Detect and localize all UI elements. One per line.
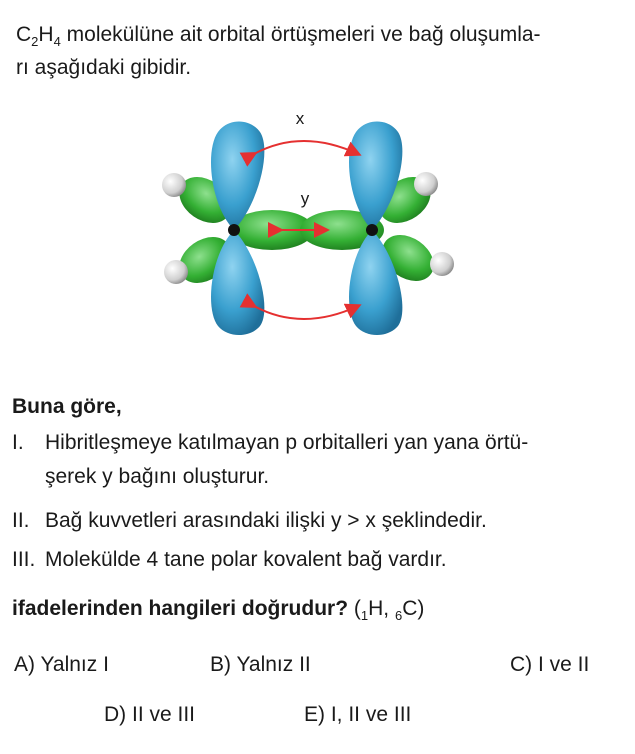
hydrogen-atom bbox=[162, 173, 186, 197]
carbon-atom bbox=[366, 224, 378, 236]
label-x: x bbox=[295, 110, 305, 128]
statement-1-line-2: şerek y bağını oluşturur. bbox=[45, 465, 270, 488]
option-d[interactable]: D) II ve III bbox=[104, 703, 196, 726]
statement-2-num: II. bbox=[12, 509, 30, 532]
stem-text-1: molekülüne ait orbital örtüşmeleri ve bağ oluşumla- bbox=[66, 23, 541, 46]
statement-1-num: I. bbox=[12, 431, 24, 454]
orbital-overlap-figure bbox=[150, 110, 470, 340]
statement-3-line-1: Molekülde 4 tane polar kovalent bağ vardır. bbox=[45, 548, 447, 571]
option-a[interactable]: A) Yalnız I bbox=[14, 653, 109, 676]
label-y: y bbox=[300, 189, 310, 208]
formula-c-subscript: 2 bbox=[31, 34, 39, 49]
option-e[interactable]: E) I, II ve III bbox=[304, 703, 412, 726]
hydrogen-atom bbox=[430, 252, 454, 276]
pi-bond-arrow-bottom bbox=[254, 306, 358, 319]
hydrogen-atom bbox=[414, 172, 438, 196]
carbon-atom bbox=[228, 224, 240, 236]
hydrogen-atom bbox=[164, 260, 188, 284]
formula-c: C bbox=[16, 23, 32, 46]
option-c[interactable]: C) I ve II bbox=[510, 653, 590, 676]
statement-2-line-1: Bağ kuvvetleri arasındaki ilişki y > x şeklindedir. bbox=[45, 509, 487, 532]
prompt-text: ifadelerinden hangileri doğrudur? bbox=[12, 597, 349, 620]
question-stem-line-2: rı aşağıdaki gibidir. bbox=[16, 56, 192, 79]
question-stem-line-1 bbox=[16, 22, 541, 48]
atomic-number-note: ($_1H$, $_6$C) bbox=[353, 597, 425, 623]
formula-h-subscript: 4 bbox=[53, 34, 61, 49]
lead-text: Buna göre, bbox=[12, 395, 122, 418]
formula-h: H bbox=[38, 23, 54, 46]
statement-3-num: III. bbox=[12, 548, 36, 571]
option-b[interactable]: B) Yalnız II bbox=[210, 653, 311, 676]
pi-bond-arrow-top bbox=[254, 141, 358, 154]
statement-1-line-1: Hibritleşmeye katılmayan p orbitalleri yan yana örtü- bbox=[45, 431, 529, 454]
question-prompt bbox=[12, 596, 424, 629]
